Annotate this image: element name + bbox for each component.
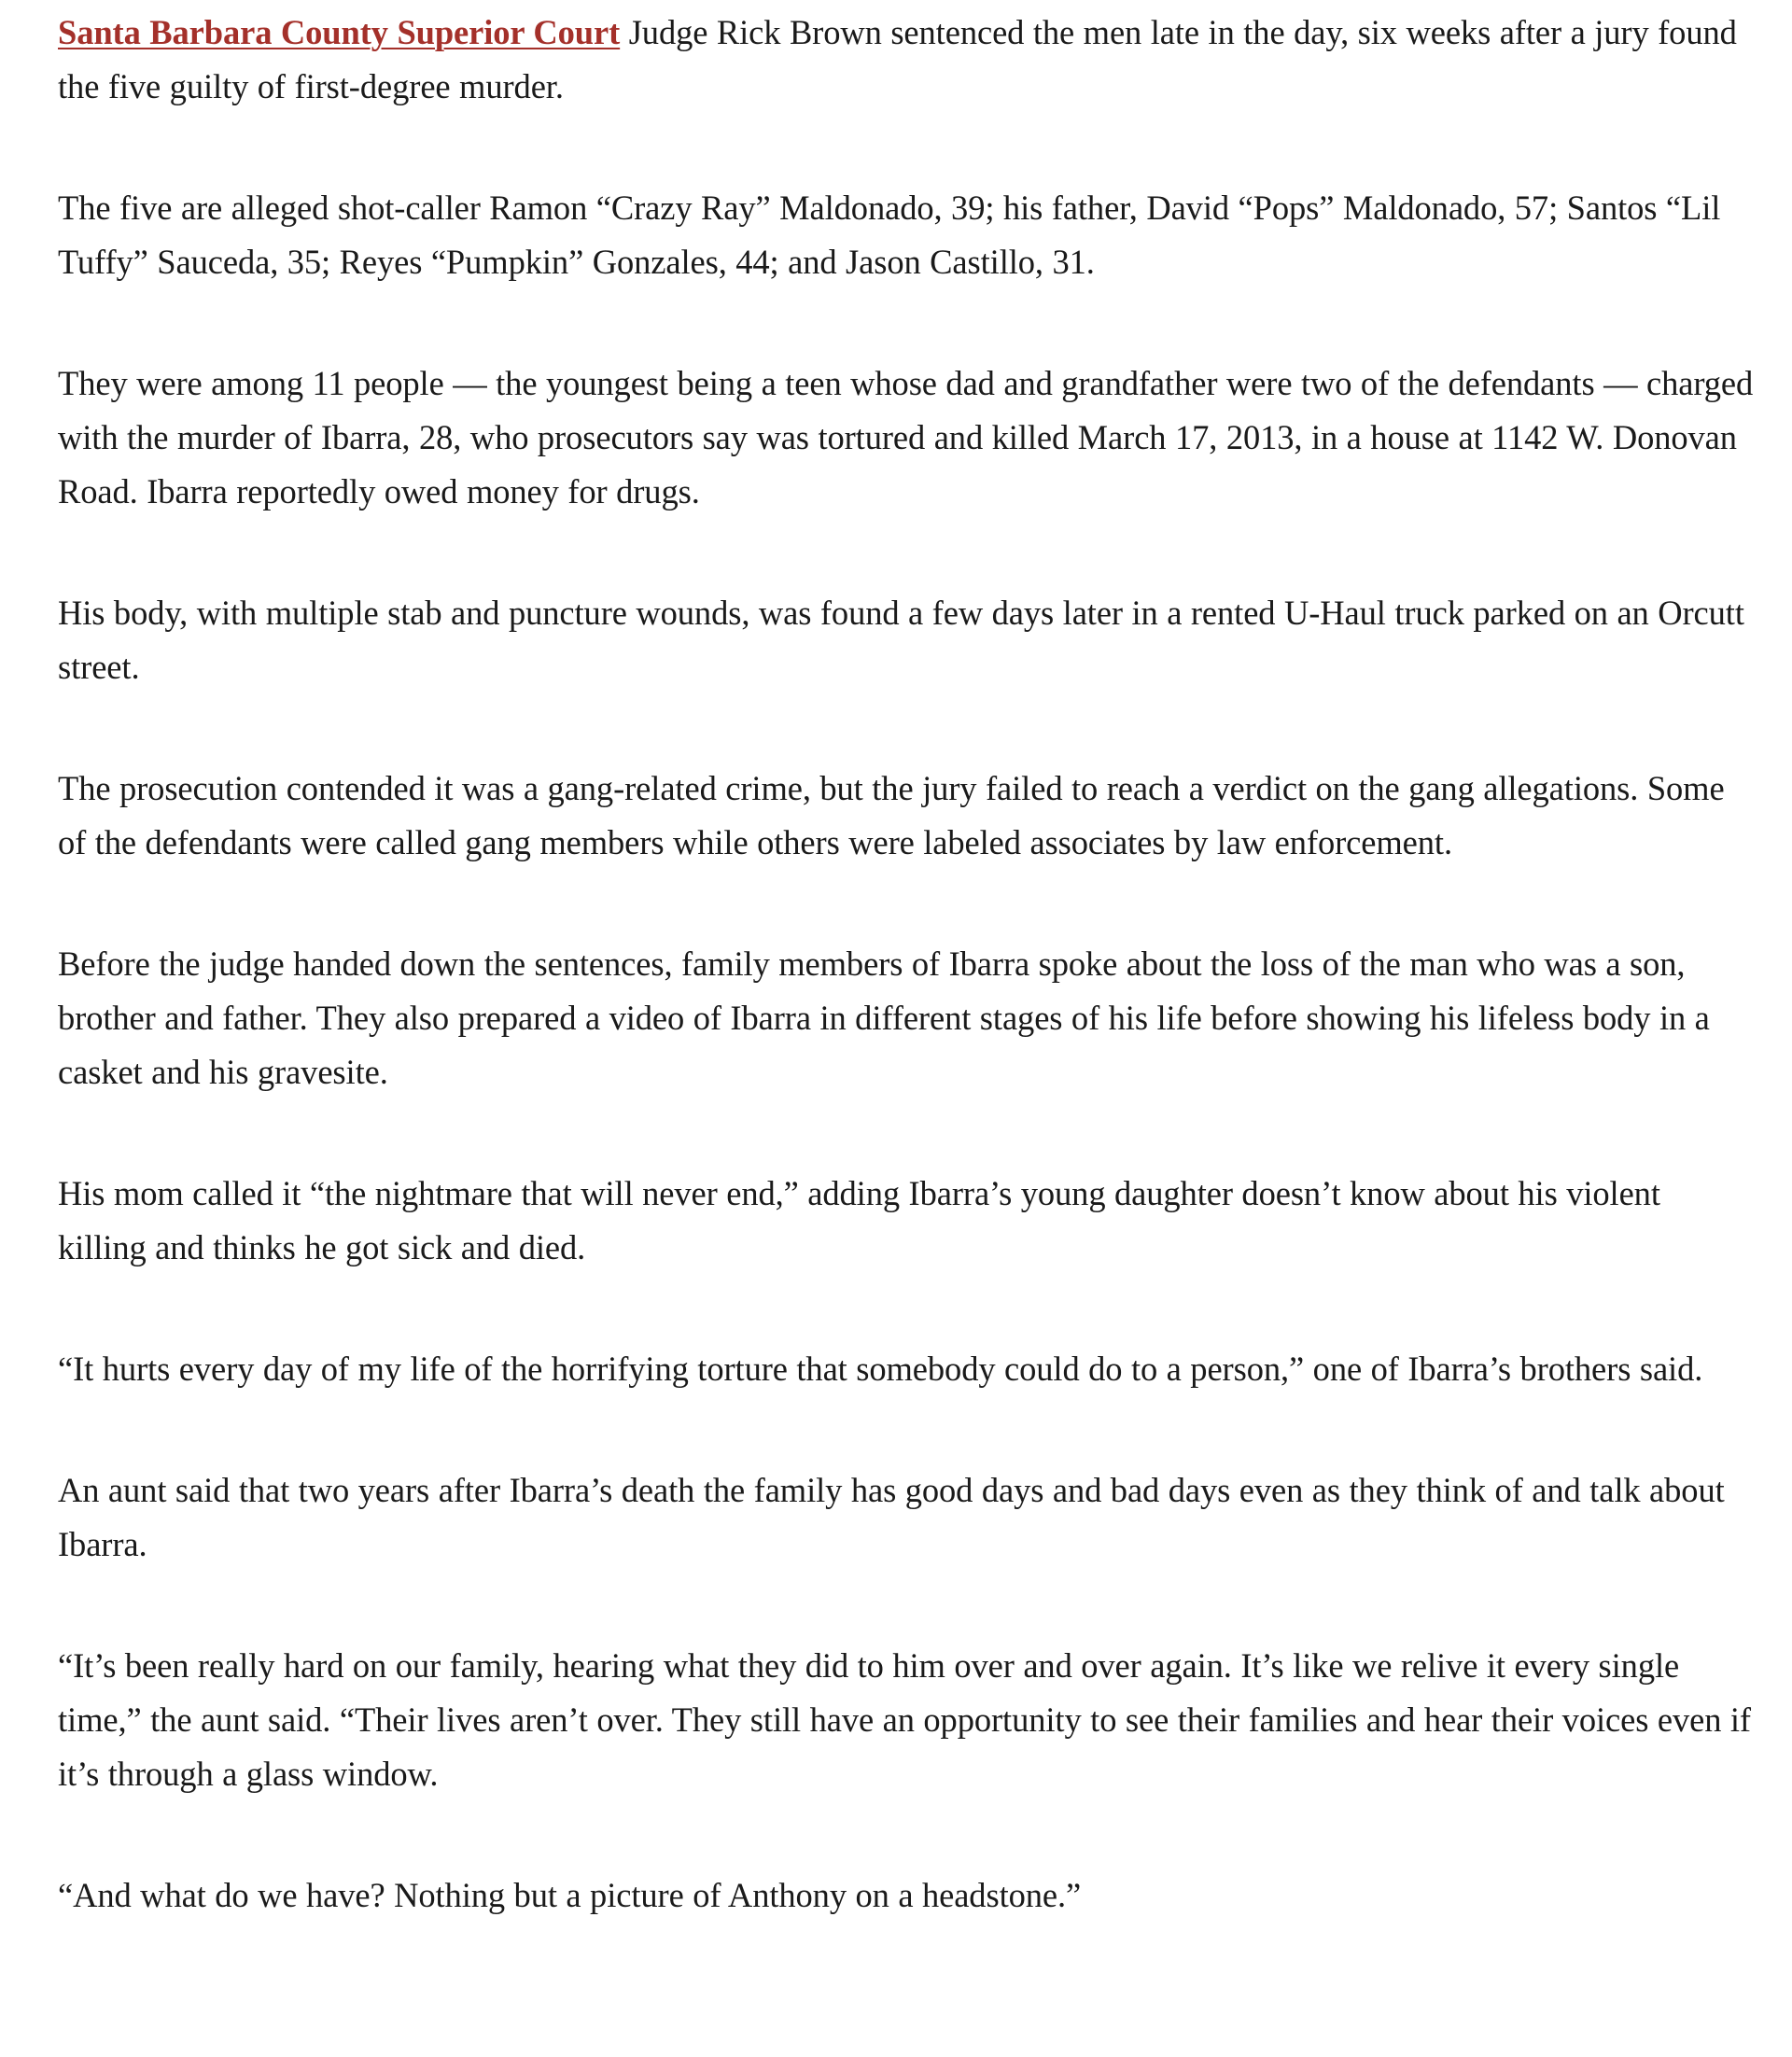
- paragraph-9: An aunt said that two years after Ibarra’s death the family has good days and bad days even as they think of and talk about Ibarra.: [58, 1471, 1725, 1563]
- court-link[interactable]: Santa Barbara County Superior Court: [58, 13, 621, 51]
- paragraph-10: “It’s been really hard on our family, hearing what they did to him over and over again. It’s like we relive it every single time,” the aunt said. “Their lives aren’t over. They still have an opportunity to see their families and hear their voices even if it’s through a glass window.: [58, 1646, 1751, 1793]
- paragraph-8: “It hurts every day of my life of the horrifying torture that somebody could do to a person,” one of Ibarra’s brothers said.: [58, 1350, 1703, 1388]
- paragraph-7: His mom called it “the nightmare that will never end,” adding Ibarra’s young daughter doesn’t know about his violent killing and thinks he got sick and died.: [58, 1174, 1660, 1266]
- paragraph-5: The prosecution contended it was a gang-related crime, but the jury failed to reach a verdict on the gang allegations. Some of the defendants were called gang members while others were labeled associates by law enforcement.: [58, 769, 1725, 861]
- paragraph-1: [58, 6, 1757, 114]
- paragraph-4: His body, with multiple stab and puncture wounds, was found a few days later in a rented U-Haul truck parked on an Orcutt street.: [58, 594, 1744, 686]
- paragraph-11: “And what do we have? Nothing but a picture of Anthony on a headstone.”: [58, 1876, 1082, 1914]
- paragraph-1-text: Judge Rick Brown sentenced the men late in the day, six weeks after a jury found the five guilty of first-degree murder.: [58, 13, 1737, 105]
- paragraph-2: The five are alleged shot-caller Ramon “Crazy Ray” Maldonado, 39; his father, David “Pops” Maldonado, 57; Santos “Lil Tuffy” Sauceda, 35; Reyes “Pumpkin” Gonzales, 44; and Jason Castillo, 31.: [58, 189, 1721, 281]
- paragraph-3: They were among 11 people — the youngest being a teen whose dad and grandfather were two of the defendants — charged with the murder of Ibarra, 28, who prosecutors say was tortured and killed March 17, 2013, in a house at 1142 W. Donovan Road. Ibarra reportedly owed money for drugs.: [58, 364, 1754, 511]
- paragraph-6: Before the judge handed down the sentences, family members of Ibarra spoke about the loss of the man who was a son, brother and father. They also prepared a video of Ibarra in different stages of his life before showing his lifeless body in a casket and his gravesite.: [58, 945, 1710, 1091]
- article-body: [58, 6, 1757, 1990]
